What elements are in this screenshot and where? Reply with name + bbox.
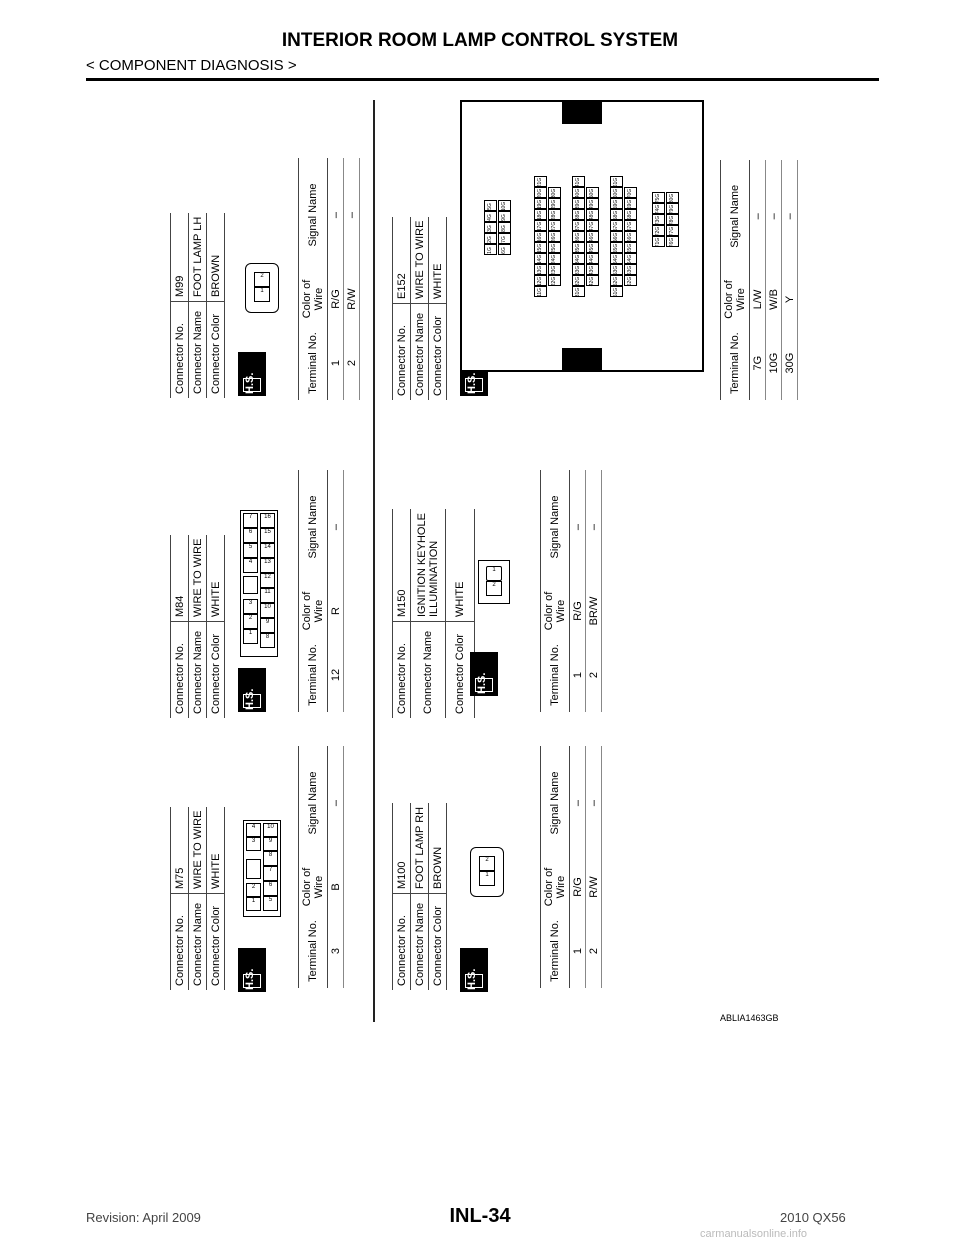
e152-pin-cell: 1G (484, 244, 497, 255)
hs-badge-e152: H.S. (460, 352, 488, 396)
footer-page-number: INL-34 (449, 1205, 511, 1227)
e152-pin-cell: 43G (586, 264, 599, 275)
e152-pin-cell: 73G (652, 214, 665, 225)
hs-badge-m75: H.S. (238, 948, 266, 992)
connector-info-m150: Connector No. M150 Connector Name IGNITION KEYHOLE ILLUMINATION Connector Color WHITE (392, 509, 475, 718)
connector-icon (465, 378, 483, 392)
e152-pin-cell: 10G (498, 200, 511, 211)
e152-pin-cell: 65G (624, 242, 637, 253)
e152-pin-cell: 23G (548, 264, 561, 275)
e152-pin-cell: 27G (548, 220, 561, 231)
e152-pin-cell: 24G (548, 253, 561, 264)
e152-pin-cell: 51G (610, 286, 623, 297)
terminal-table-m99: Terminal No. Color of Wire Signal Name 1 R/G – 2 R/W – (298, 158, 360, 400)
terminal-table-m100: Terminal No. Color of Wire Signal Name 1 R/G – 2 R/W – (540, 746, 602, 988)
e152-pin-cell: 54G (610, 253, 623, 264)
connector-icon (243, 974, 261, 988)
connector-icon (475, 678, 493, 692)
e152-pin-cell: 28G (548, 209, 561, 220)
e152-pin-cell: 71G (652, 236, 665, 247)
e152-pin-cell: 57G (610, 220, 623, 231)
e152-pin-cell: 45G (586, 242, 599, 253)
e152-pin-cell: 70G (624, 187, 637, 198)
connector-face-m99: 2 1 (245, 263, 279, 313)
e152-pin-cell: 50G (586, 187, 599, 198)
header-rule (86, 78, 879, 81)
e152-pin-cell: 67G (624, 220, 637, 231)
e152-pin-cell: 2G (484, 233, 497, 244)
connector-info-m99: Connector No. M99 Connector Name FOOT LAMP LH Connector Color BROWN (170, 213, 225, 398)
e152-pin-cell: 62G (624, 275, 637, 286)
hs-badge-m150: H.S. (470, 652, 498, 696)
e152-pin-cell: 79G (666, 203, 679, 214)
e152-pin-cell: 39G (572, 198, 585, 209)
column-divider (373, 100, 375, 1022)
e152-pin-cell: 56G (610, 231, 623, 242)
e152-pin-cell: 58G (610, 209, 623, 220)
e152-pin-cell: 76G (666, 236, 679, 247)
e152-pin-cell: 15G (534, 242, 547, 253)
connector-icon (243, 694, 261, 708)
value-connector-name: WIRE TO WIRE (189, 807, 207, 894)
e152-pin-cell: 22G (548, 275, 561, 286)
connector-icon (243, 378, 261, 392)
e152-pin-cell: 6G (498, 244, 511, 255)
label-connector-color: Connector Color (207, 894, 225, 991)
e152-pin-cell: 13G (534, 264, 547, 275)
e152-pin-cell: 21G (534, 176, 547, 187)
label-connector-no: Connector No. (171, 894, 189, 991)
e152-pin-cell: 9G (498, 211, 511, 222)
e152-pin-cell: 64G (624, 253, 637, 264)
e152-pin-cell: 19G (534, 198, 547, 209)
e152-pin-cell: 3G (484, 222, 497, 233)
e152-pin-cell: 25G (548, 242, 561, 253)
e152-pin-cell: 42G (586, 275, 599, 286)
e152-pin-cell: 29G (548, 198, 561, 209)
terminal-table-m84: Terminal No. Color of Wire Signal Name 12 R – (298, 470, 344, 712)
connector-info-m75 (170, 807, 225, 990)
e152-pin-cell: 34G (572, 253, 585, 264)
section-subtitle: < COMPONENT DIAGNOSIS > (86, 57, 297, 74)
e152-pin-cell: 40G (572, 187, 585, 198)
connector-face-e152 (460, 100, 704, 372)
e152-pin-cell: 18G (534, 209, 547, 220)
e152-pin-cell: 78G (666, 214, 679, 225)
e152-pin-cell: 20G (534, 187, 547, 198)
e152-pin-cell: 16G (534, 231, 547, 242)
e152-pin-cell: 30G (548, 187, 561, 198)
e152-pin-cell: 61G (610, 176, 623, 187)
e152-pin-cell: 66G (624, 231, 637, 242)
e152-pin-cell: 12G (534, 275, 547, 286)
e152-pin-cell: 31G (572, 286, 585, 297)
connector-info-e152: Connector No. E152 Connector Name WIRE TO WIRE Connector Color WHITE (392, 217, 447, 400)
figure-id: ABLIA1463GB (720, 1013, 779, 1023)
e152-pin-cell: 74G (652, 203, 665, 214)
latch-bottom (562, 348, 602, 372)
e152-pin-cell: 53G (610, 264, 623, 275)
e152-pin-cell: 46G (586, 231, 599, 242)
e152-pin-cell: 55G (610, 242, 623, 253)
label-connector-name: Connector Name (189, 894, 207, 991)
value-connector-color: WHITE (207, 807, 225, 894)
footer-revision: Revision: April 2009 (86, 1210, 201, 1225)
e152-pin-cell: 37G (572, 220, 585, 231)
connector-face-m75: 4 3 2 1 10 9 8 7 6 5 (243, 820, 281, 917)
e152-pin-cell: 75G (652, 192, 665, 203)
watermark: carmanualsonline.info (700, 1228, 808, 1240)
e152-pin-cell: 5G (484, 200, 497, 211)
e152-pin-cell: 48G (586, 209, 599, 220)
e152-pin-cell: 7G (498, 233, 511, 244)
e152-pin-cell: 52G (610, 275, 623, 286)
e152-pin-cell: 38G (572, 209, 585, 220)
e152-pin-cell: 77G (666, 225, 679, 236)
e152-pin-cell: 14G (534, 253, 547, 264)
page-title: INTERIOR ROOM LAMP CONTROL SYSTEM (281, 30, 679, 51)
footer-model: 2010 QX56 (780, 1210, 846, 1225)
connector-info-m84: Connector No. M84 Connector Name WIRE TO WIRE Connector Color WHITE (170, 535, 225, 718)
e152-pin-cell: 4G (484, 211, 497, 222)
e152-pin-cell: 35G (572, 242, 585, 253)
e152-pin-cell: 11G (534, 286, 547, 297)
e152-pin-cell: 72G (652, 225, 665, 236)
connector-icon (465, 974, 483, 988)
latch-top (562, 100, 602, 124)
e152-pin-cell: 69G (624, 198, 637, 209)
e152-pin-cell: 63G (624, 264, 637, 275)
e152-pin-cell: 41G (572, 176, 585, 187)
e152-pin-cell: 36G (572, 231, 585, 242)
e152-pin-cell: 59G (610, 198, 623, 209)
hs-badge-m99: H.S. (238, 352, 266, 396)
connector-face-m100: 2 1 (470, 847, 504, 897)
e152-pin-cell: 26G (548, 231, 561, 242)
hs-badge-m84: H.S. (238, 668, 266, 712)
e152-pin-cell: 32G (572, 275, 585, 286)
e152-pin-cell: 8G (498, 222, 511, 233)
terminal-table-m75: Terminal No. Color of Wire Signal Name 3 B – (298, 746, 344, 988)
e152-pin-cell: 33G (572, 264, 585, 275)
e152-pin-cell: 44G (586, 253, 599, 264)
terminal-table-e152: Terminal No. Color of Wire Signal Name 7G L/W – 10G W/B – 30G Y – (720, 160, 798, 400)
e152-pin-cell: 80G (666, 192, 679, 203)
e152-pin-cell: 49G (586, 198, 599, 209)
connector-face-m84: 7 6 5 4 3 2 1 16 15 14 13 12 11 10 9 8 (240, 510, 278, 657)
e152-pin-cell: 68G (624, 209, 637, 220)
e152-pin-cell: 47G (586, 220, 599, 231)
e152-pin-cell: 17G (534, 220, 547, 231)
hs-badge-m100: H.S. (460, 948, 488, 992)
connector-face-m150: 1 2 (478, 560, 510, 604)
value-connector-no: M75 (171, 807, 189, 894)
e152-pin-cell: 60G (610, 187, 623, 198)
connector-info-m100: Connector No. M100 Connector Name FOOT LAMP RH Connector Color BROWN (392, 803, 447, 990)
terminal-table-m150: Terminal No. Color of Wire Signal Name 1 R/G – 2 BR/W – (540, 470, 602, 712)
